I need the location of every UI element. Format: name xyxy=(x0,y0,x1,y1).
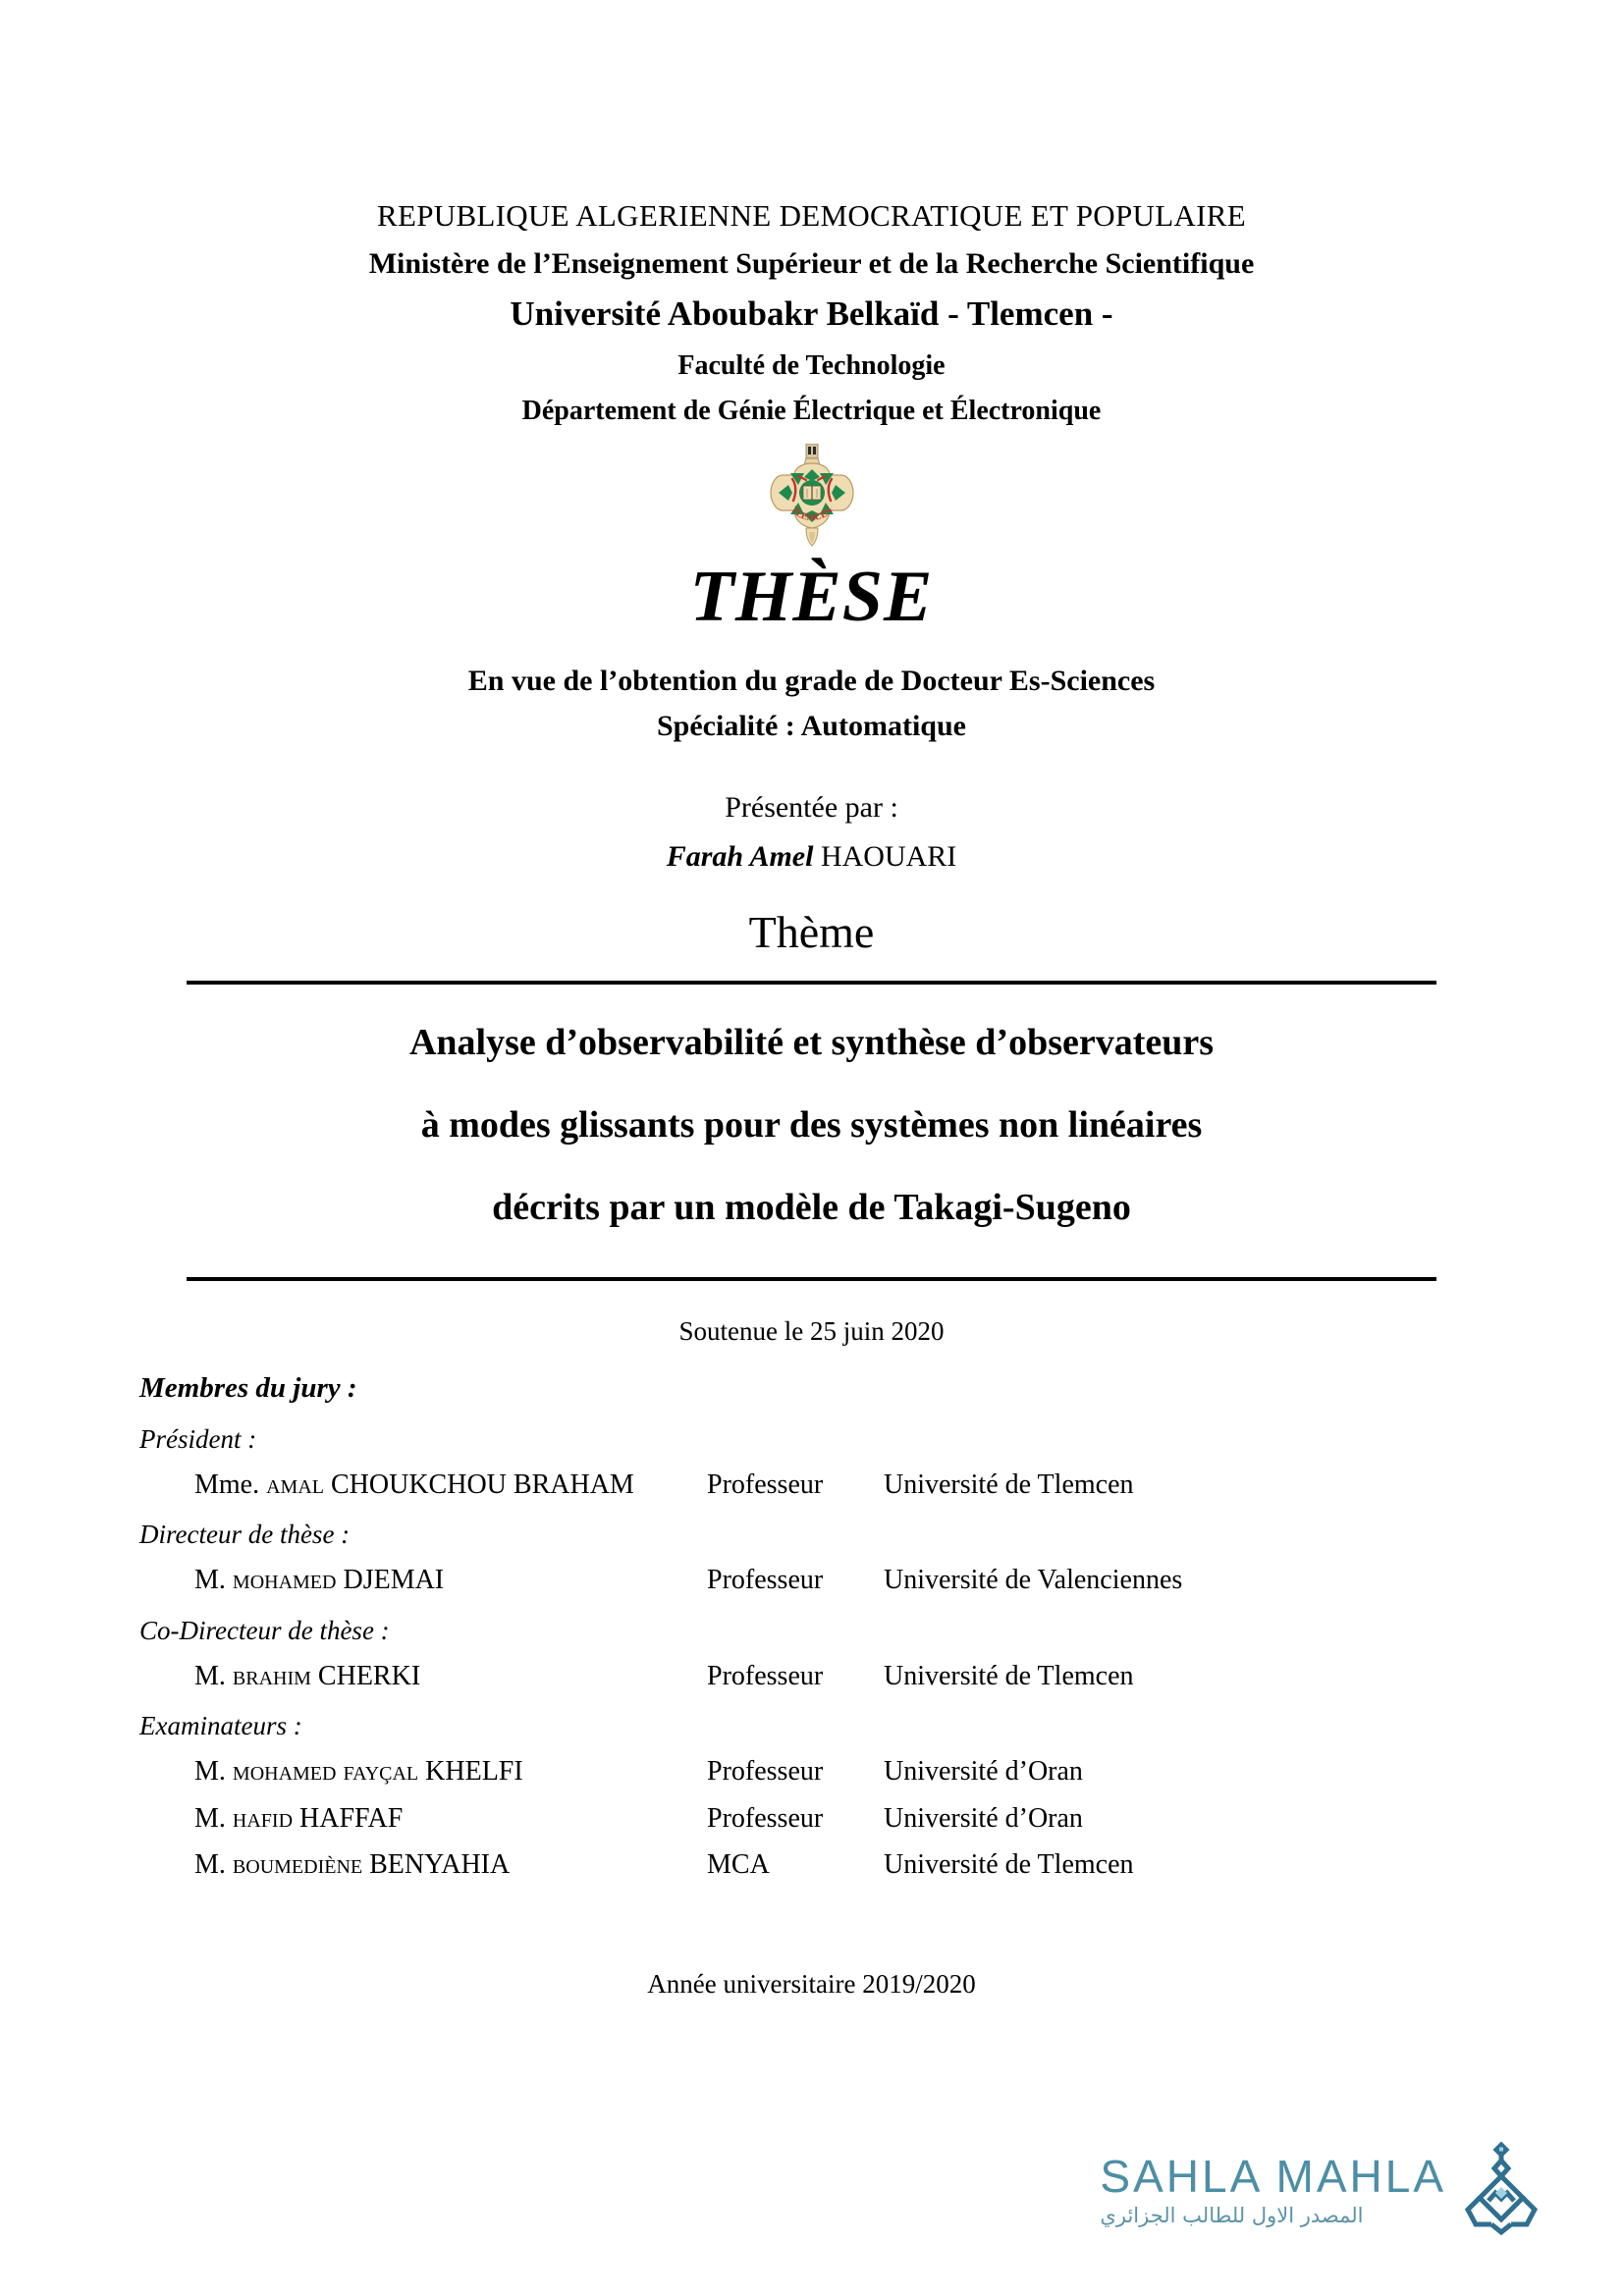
jury-row xyxy=(187,1468,1436,1503)
author-given-name: Farah Amel xyxy=(666,840,814,874)
jury-member-title: M. xyxy=(194,1848,226,1880)
jury-member-name xyxy=(187,1468,707,1503)
jury-member-rank: Professeur xyxy=(707,1565,824,1596)
jury-member-rank: Professeur xyxy=(707,1660,824,1691)
defense-date: Soutenue le 25 juin 2020 xyxy=(678,1315,945,1346)
jury-member-title: Mme. xyxy=(194,1468,260,1500)
author-surname-spacer xyxy=(813,840,821,873)
jury-member-rank: Professeur xyxy=(707,1756,824,1788)
presented-by-label: Présentée par : xyxy=(725,790,898,824)
thesis-title-line-3: décrits par un modèle de Takagi-Sugeno xyxy=(492,1186,1131,1228)
jury-member-university: Université d’Oran xyxy=(884,1756,1083,1788)
jury-member-rank: Professeur xyxy=(707,1802,824,1834)
jury-member-given: mohamed fayçal xyxy=(232,1756,419,1788)
jury-member-name xyxy=(187,1563,707,1598)
thesis-title-line-2: à modes glissants pour des systèmes non linéaires xyxy=(420,1103,1203,1146)
jury-row xyxy=(187,1847,1436,1883)
jury-member-rank: Professeur xyxy=(707,1468,824,1500)
jury-member-given: amal xyxy=(266,1468,324,1500)
jury-member-given: brahim xyxy=(232,1660,311,1691)
jury-row xyxy=(187,1563,1436,1598)
jury-member-surname: DJEMAI xyxy=(343,1565,445,1596)
jury-member-surname: KHELFI xyxy=(425,1756,523,1788)
jury-member-given: hafid xyxy=(232,1802,294,1834)
jury-member-name xyxy=(187,1754,707,1789)
jury-member-name xyxy=(187,1847,707,1883)
watermark-tagline-arabic: المصدر الاول للطالب الجزائري xyxy=(1100,2204,1364,2228)
jury-member-surname: CHOUKCHOU BRAHAM xyxy=(331,1468,634,1500)
jury-member-given: boumediène xyxy=(232,1848,363,1880)
sahla-mahla-watermark xyxy=(1100,2142,1546,2241)
academic-year: Année universitaire 2019/2020 xyxy=(647,1969,976,2000)
department-line: Département de Génie Électrique et Électronique xyxy=(521,396,1102,427)
jury-row xyxy=(187,1754,1436,1789)
document-type-title: THÈSE xyxy=(689,556,934,637)
jury-row xyxy=(187,1659,1436,1694)
faculty-line: Faculté de Technologie xyxy=(677,350,946,382)
watermark-text xyxy=(1100,2151,1446,2228)
jury-member-name xyxy=(187,1801,707,1837)
title-rule-bottom xyxy=(187,1277,1436,1281)
thesis-title xyxy=(187,985,1436,1255)
jury-member-title: M. xyxy=(194,1802,226,1834)
jury-member-surname: BENYAHIA xyxy=(369,1848,511,1880)
ministry-line: Ministère de l’Enseignement Supérieur et de la Recherche Scientifique xyxy=(368,247,1255,281)
jury-member-given: mohamed xyxy=(232,1565,337,1596)
degree-line: En vue de l’obtention du grade de Docteur Es-Sciences xyxy=(467,664,1156,697)
author-name xyxy=(187,837,1436,878)
jury-member-university: Université de Tlemcen xyxy=(884,1660,1134,1691)
jury-member-name xyxy=(187,1659,707,1694)
jury-role-director: Directeur de thèse : xyxy=(139,1520,351,1550)
jury-member-title: M. xyxy=(194,1756,226,1788)
jury-role-co-director: Co-Directeur de thèse : xyxy=(139,1615,390,1645)
jury-heading: Membres du jury : xyxy=(139,1371,357,1404)
jury-member-title: M. xyxy=(194,1565,226,1596)
svg-text:TLEMCEN: TLEMCEN xyxy=(787,505,836,524)
jury-role-examiners: Examinateurs : xyxy=(139,1711,302,1741)
jury-member-surname: CHERKI xyxy=(317,1660,421,1691)
thesis-title-line-1: Analyse d’observabilité et synthèse d’observateurs xyxy=(408,1021,1215,1063)
jury-row xyxy=(187,1801,1436,1837)
jury-member-rank: MCA xyxy=(707,1848,770,1880)
emblem-container xyxy=(187,444,1436,550)
institution-header xyxy=(187,0,1436,430)
jury-member-university: Université de Tlemcen xyxy=(884,1848,1134,1880)
universite-tlemcen-emblem-icon xyxy=(763,444,861,553)
university-line: Université Aboubakr Belkaïd - Tlemcen - xyxy=(510,294,1113,333)
sahla-mahla-logo-icon xyxy=(1456,2142,1546,2241)
watermark-brand: SAHLA MAHLA xyxy=(1100,2151,1446,2203)
republic-line: REPUBLIQUE ALGERIENNE DEMOCRATIQUE ET POPULAIRE xyxy=(377,198,1246,233)
jury-member-title: M. xyxy=(194,1660,226,1691)
jury-member-surname: HAFFAF xyxy=(299,1802,404,1834)
speciality-line: Spécialité : Automatique xyxy=(657,710,966,743)
jury-member-university: Université de Tlemcen xyxy=(884,1468,1134,1500)
jury-role-president: Président : xyxy=(139,1423,257,1454)
jury-member-university: Université d’Oran xyxy=(884,1802,1083,1834)
theme-heading: Thème xyxy=(748,906,875,957)
jury-member-university: Université de Valenciennes xyxy=(884,1565,1183,1596)
jury-section xyxy=(139,1370,1436,1883)
author-surname: HAOUARI xyxy=(820,840,957,874)
